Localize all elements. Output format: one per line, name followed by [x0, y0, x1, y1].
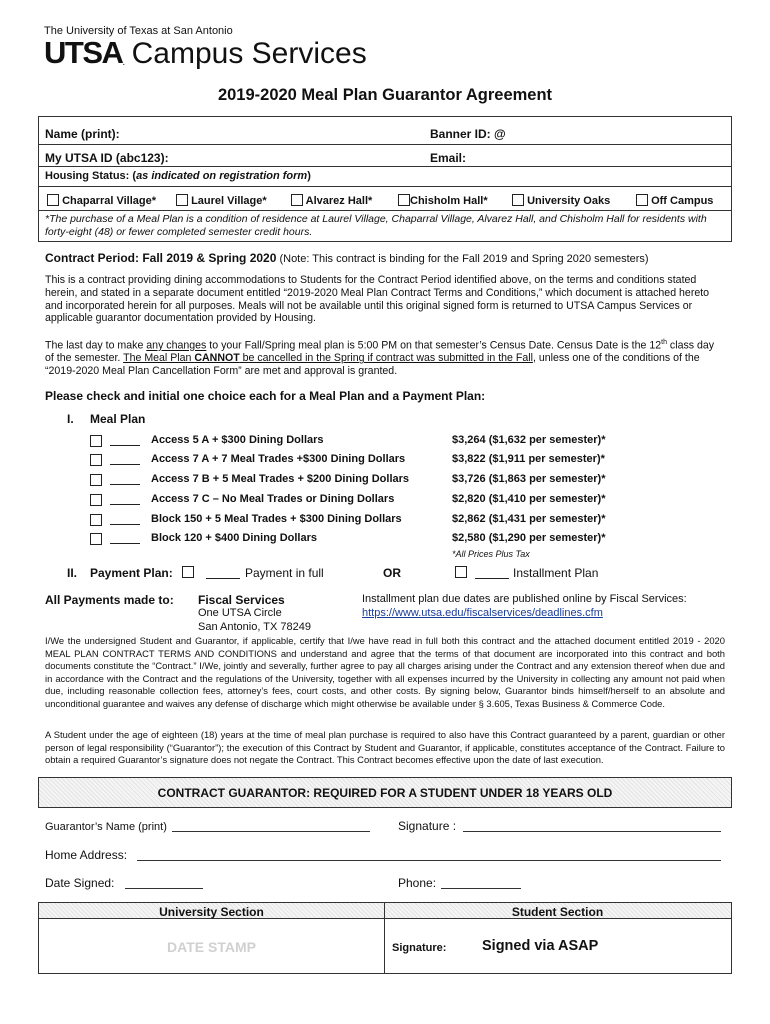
initial-line[interactable] — [110, 504, 140, 505]
text-run: th — [661, 339, 667, 346]
meal-plan-price: $2,580 ($1,290 per semester)* — [452, 532, 606, 544]
utsa-id-label: My UTSA ID (abc123): — [45, 151, 169, 165]
contract-period-label: Contract Period: Fall 2019 & Spring 2020 — [45, 251, 277, 265]
student-signature-value: Signed via ASAP — [482, 938, 599, 954]
contract-period — [45, 251, 649, 265]
meal-plan-numeral: I. — [67, 412, 74, 426]
university-name: The University of Texas at San Antonio — [44, 25, 233, 37]
checkbox[interactable] — [398, 194, 410, 206]
installment-note: Installment plan due dates are published online by Fiscal Services: — [362, 593, 687, 605]
housing-option-chaparral[interactable] — [47, 194, 156, 207]
meal-plan-price: $2,820 ($1,410 per semester)* — [452, 493, 606, 505]
tax-note: *All Prices Plus Tax — [452, 549, 530, 559]
housing-option-laurel[interactable] — [176, 194, 267, 207]
or-label: OR — [383, 566, 401, 580]
installment-checkbox[interactable] — [455, 566, 467, 578]
phone-label: Phone: — [398, 876, 437, 890]
guarantor-banner-text: CONTRACT GUARANTOR: REQUIRED FOR A STUDENT UNDER 18 YEARS OLD — [157, 786, 613, 800]
installment-label: Installment Plan — [513, 566, 599, 580]
payee-address-line-1: One UTSA Circle — [198, 607, 282, 619]
guarantor-name-line[interactable] — [172, 831, 370, 832]
row-divider — [39, 186, 731, 187]
checkbox[interactable] — [636, 194, 648, 206]
housing-option-label: University Oaks — [527, 195, 611, 207]
info-box — [38, 116, 732, 242]
department-name: Campus Services — [131, 37, 367, 70]
checkbox[interactable] — [90, 454, 102, 466]
phone-line[interactable] — [441, 888, 521, 889]
text-run: The Meal Plan — [123, 352, 195, 365]
guarantor-banner — [38, 777, 732, 808]
housing-option-label: Laurel Village* — [191, 195, 267, 207]
checkbox[interactable] — [90, 494, 102, 506]
meal-plan-name: Access 7 C – No Meal Trades or Dining Dollars — [151, 493, 395, 505]
housing-note: *The purchase of a Meal Plan is a condition of residence at Laurel Village, Chaparral Village, Alvarez Hall, and Chisholm Hall for residents with forty-eight (48) or fewer completed semester credit hours. — [45, 213, 707, 238]
housing-option-label: Chaparral Village* — [62, 195, 157, 207]
cancel-warning — [123, 352, 533, 364]
office-use-table — [38, 902, 732, 974]
housing-option-off-campus[interactable] — [636, 194, 713, 207]
meal-plan-name: Block 120 + $400 Dining Dollars — [151, 532, 317, 544]
meal-plan-price: $2,862 ($1,431 per semester)* — [452, 513, 606, 525]
payment-plan-numeral: II. — [67, 566, 78, 580]
row-divider — [39, 210, 731, 211]
payment-full-initial-line[interactable] — [206, 578, 240, 579]
meal-plan-option[interactable] — [90, 473, 650, 489]
meal-plan-option[interactable] — [90, 513, 650, 529]
housing-option-alvarez[interactable] — [291, 194, 372, 207]
contract-paragraph-2 — [45, 337, 725, 378]
utsa-logo — [44, 36, 367, 70]
name-label: Name (print): — [45, 127, 120, 141]
choice-heading: Please check and initial one choice each for a Meal Plan and a Payment Plan: — [45, 389, 486, 403]
housing-status-close: ) — [307, 170, 311, 182]
housing-option-chisholm[interactable] — [398, 194, 488, 207]
initial-line[interactable] — [110, 464, 140, 465]
date-signed-label: Date Signed: — [45, 876, 115, 890]
meal-plan-name: Access 5 A + $300 Dining Dollars — [151, 434, 324, 446]
checkbox[interactable] — [90, 435, 102, 447]
meal-plan-name: Access 7 A + 7 Meal Trades +$300 Dining Dollars — [151, 453, 406, 465]
guarantor-signature-label: Signature : — [398, 819, 457, 833]
text-run: to your Fall/Spring meal plan is 5:00 PM on that semester’s Census Date. Census Date is the 12 — [206, 339, 662, 352]
fiscal-services-link[interactable]: https://www.utsa.edu/fiscalservices/deadlines.cfm — [362, 607, 603, 619]
student-signature-label: Signature: — [392, 942, 447, 954]
text-run: The last day to make — [45, 339, 147, 352]
housing-status-note: as indicated on registration form — [136, 170, 308, 182]
payee-name: Fiscal Services — [198, 593, 285, 607]
initial-line[interactable] — [110, 524, 140, 525]
student-section-header: Student Section — [511, 905, 604, 919]
payment-full-label: Payment in full — [245, 566, 324, 580]
checkbox[interactable] — [90, 514, 102, 526]
utsa-logo-text: UTSA — [44, 35, 123, 70]
payee-address-line-2: San Antonio, TX 78249 — [198, 621, 311, 633]
initial-line[interactable] — [110, 484, 140, 485]
initial-line[interactable] — [110, 445, 140, 446]
text-run: CANNOT — [194, 352, 240, 365]
checkbox[interactable] — [176, 194, 188, 206]
checkbox[interactable] — [512, 194, 524, 206]
meal-plan-price: $3,264 ($1,632 per semester)* — [452, 434, 606, 446]
page-title: 2019-2020 Meal Plan Guarantor Agreement — [217, 86, 553, 104]
checkbox[interactable] — [90, 533, 102, 545]
guarantor-signature-line[interactable] — [463, 831, 721, 832]
legal-paragraph-2: A Student under the age of eighteen (18) years at the time of meal plan purchase is required to also have this Contract guaranteed by a parent, guardian or other person of legal responsibility (“Guarantor”); the execution of this Contract by Student and Guarantor, if applicable, constitutes acceptance of the Contract. Failure to obtain a required Guarantor’s signature does not negate the Contract. This Contract becomes effective upon the date of last execution. — [45, 729, 725, 765]
row-divider — [39, 166, 731, 167]
housing-option-label: Alvarez Hall* — [305, 195, 373, 207]
housing-status-label — [45, 170, 311, 182]
logo-dot: . — [122, 57, 126, 68]
initial-line[interactable] — [110, 543, 140, 544]
housing-option-label: Chisholm Hall* — [410, 195, 488, 207]
text-run: , unless one of the conditions of the “2019-2020 Meal Plan Cancellation Form” are met and approval is granted. — [45, 352, 700, 378]
meal-plan-option[interactable] — [90, 493, 650, 509]
meal-plan-option[interactable] — [90, 434, 650, 450]
banner-id-label: Banner ID: @ — [430, 127, 506, 141]
text-run: any changes — [146, 339, 207, 352]
meal-plan-name: Block 150 + 5 Meal Trades + $300 Dining Dollars — [151, 513, 402, 525]
legal-paragraph-1: I/We the undersigned Student and Guarantor, if applicable, certify that I/we have read in full both this contract and the attached document entitled 2019 - 2020 MEAL PLAN CONTRACT TERMS AND CONDITIONS and understand and agree that the terms of that document are incorporated into this contract and both documents constitute the “Contract.” I/We, jointly and severally, further agree to pay all charges arising under the Contract and any extension thereof when due and in accordance with the Contract and the regulations of the University, together with all expenses incurred by the University in collecting any amount not paid when due, including reasonable collection fees, attorney’s fees, court costs, and other costs. By signing below, Guarantor binds himself/herself to an absolute and unconditional guarantee and waives any defense of discharge which might otherwise be available under § 3.605, Texas Business & Commerce Code. — [45, 635, 725, 709]
column-divider — [384, 903, 385, 973]
date-signed-line[interactable] — [125, 888, 203, 889]
text-run: class day of the semester. — [45, 339, 715, 365]
row-divider — [39, 144, 731, 145]
contract-paragraph-1: This is a contract providing dining accommodations to Students for the Contract Period identified above, on the terms and conditions stated herein, and stated in a separate document entitled “2019-2020 Meal Plan Contract Terms and Conditions,” which document is attached hereto and incorporated herein for all purposes. Meals will not be available until this original signed form is returned to UTSA Campus Services or applicable guarantor documentation provided by Housing. — [45, 274, 710, 325]
home-address-label: Home Address: — [45, 848, 128, 862]
meal-plan-heading: Meal Plan — [90, 412, 146, 426]
meal-plan-option[interactable] — [90, 532, 650, 548]
text-run: be cancelled in the Spring if contract was submitted in the Fall — [239, 352, 533, 365]
meal-plan-price: $3,726 ($1,863 per semester)* — [452, 473, 606, 485]
date-stamp: DATE STAMP — [167, 939, 256, 955]
payment-full-checkbox[interactable] — [182, 566, 194, 578]
installment-initial-line[interactable] — [475, 578, 509, 579]
checkbox[interactable] — [90, 474, 102, 486]
guarantor-name-label: Guarantor’s Name (print) — [45, 821, 167, 833]
meal-plan-option[interactable] — [90, 453, 650, 469]
university-section-header: University Section — [159, 905, 264, 919]
housing-option-label: Off Campus — [651, 195, 714, 207]
email-label: Email: — [430, 151, 467, 165]
housing-status-text: Housing Status: ( — [45, 170, 137, 182]
housing-option-university-oaks[interactable] — [512, 194, 610, 207]
contract-period-note: (Note: This contract is binding for the Fall 2019 and Spring 2020 semesters) — [276, 253, 649, 265]
checkbox[interactable] — [47, 194, 59, 206]
checkbox[interactable] — [291, 194, 303, 206]
meal-plan-name: Access 7 B + 5 Meal Trades + $200 Dining Dollars — [151, 473, 410, 485]
payments-made-to-label: All Payments made to: — [45, 593, 174, 607]
payment-plan-heading: Payment Plan: — [90, 566, 173, 580]
home-address-line[interactable] — [137, 860, 721, 861]
meal-plan-price: $3,822 ($1,911 per semester)* — [452, 453, 605, 465]
